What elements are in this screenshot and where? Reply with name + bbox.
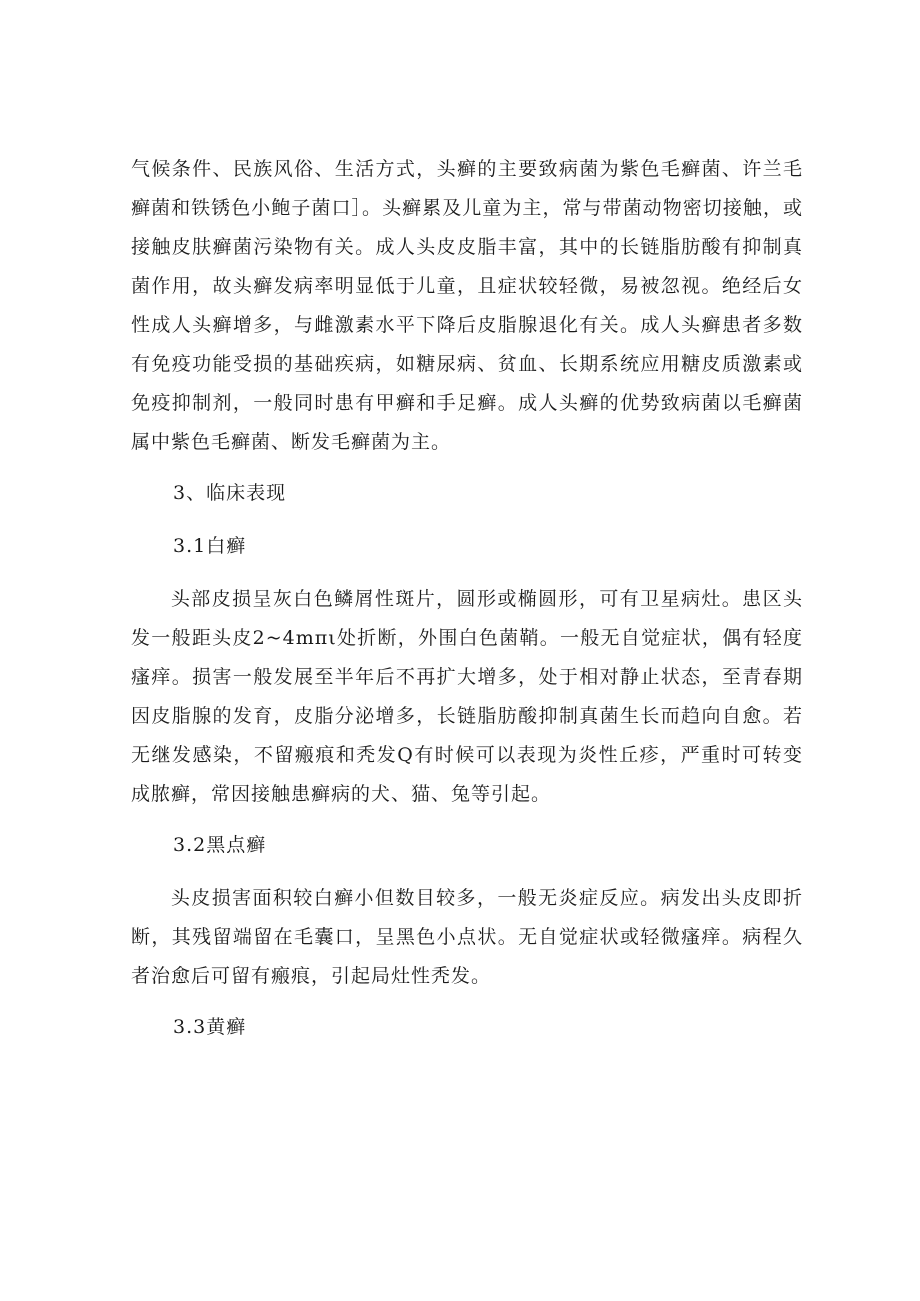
spacer (131, 566, 803, 580)
spacer (131, 462, 803, 474)
heading-clinical-manifestations: 3、临床表现 (173, 482, 287, 504)
document-body (131, 150, 803, 1047)
spacer (131, 996, 803, 1008)
heading-favus: 3.3黄癣 (173, 1016, 247, 1038)
spacer (131, 814, 803, 826)
spacer (131, 513, 803, 527)
paragraph-epidemiology: 气候条件、民族风俗、生活方式，头癣的主要致病菌为紫色毛癣菌、许兰毛癣菌和铁锈色小鲍子菌口］。头癣累及儿童为主，常与带菌动物密切接触，或接触皮肤癣菌污染物有关。成人头皮皮脂丰富，其中的长链脂肪酸有抑制真菌作用，故头癣发病率明显低于儿童，且症状较轻微，易被忽视。绝经后女性成人头癣增多，与雌激素水平下降后皮脂腺退化有关。成人头癣患者多数有免疫功能受损的基础疾病，如糖尿病、贫血、长期系统应用糖皮质激素或免疫抑制剂，一般同时患有甲癣和手足癣。成人头癣的优势致病菌以毛癣菌属中紫色毛癣菌、断发毛癣菌为主。 (131, 158, 803, 453)
paragraph-black-dot-ringworm: 头皮损害面积较白癣小但数目较多，一般无炎症反应。病发出头皮即折断，其残留端留在毛囊口，呈黑色小点状。无自觉症状或轻微瘙痒。病程久者治愈后可留有瘢痕，引起局灶性秃发。 (131, 887, 803, 987)
heading-white-ringworm: 3.1白癣 (173, 535, 247, 557)
heading-black-dot-ringworm: 3.2黑点癣 (173, 834, 267, 856)
spacer (131, 865, 803, 879)
paragraph-white-ringworm: 头部皮损呈灰白色鳞屑性斑片，圆形或椭圆形，可有卫星病灶。患区头发一般距头皮2~4mπι处折断，外围白色菌鞘。一般无自觉症状，偶有轻度瘙痒。损害一般发展至半年后不再扩大增多，处于相对静止状态，至青春期因皮脂腺的发育，皮脂分泌增多，长链脂肪酸抑制真菌生长而趋向自愈。若无继发感染，不留瘢痕和秃发Q有时候可以表现为炎性丘疹，严重时可转变成脓癣，常因接触患癣病的犬、猫、兔等引起。 (131, 588, 803, 805)
